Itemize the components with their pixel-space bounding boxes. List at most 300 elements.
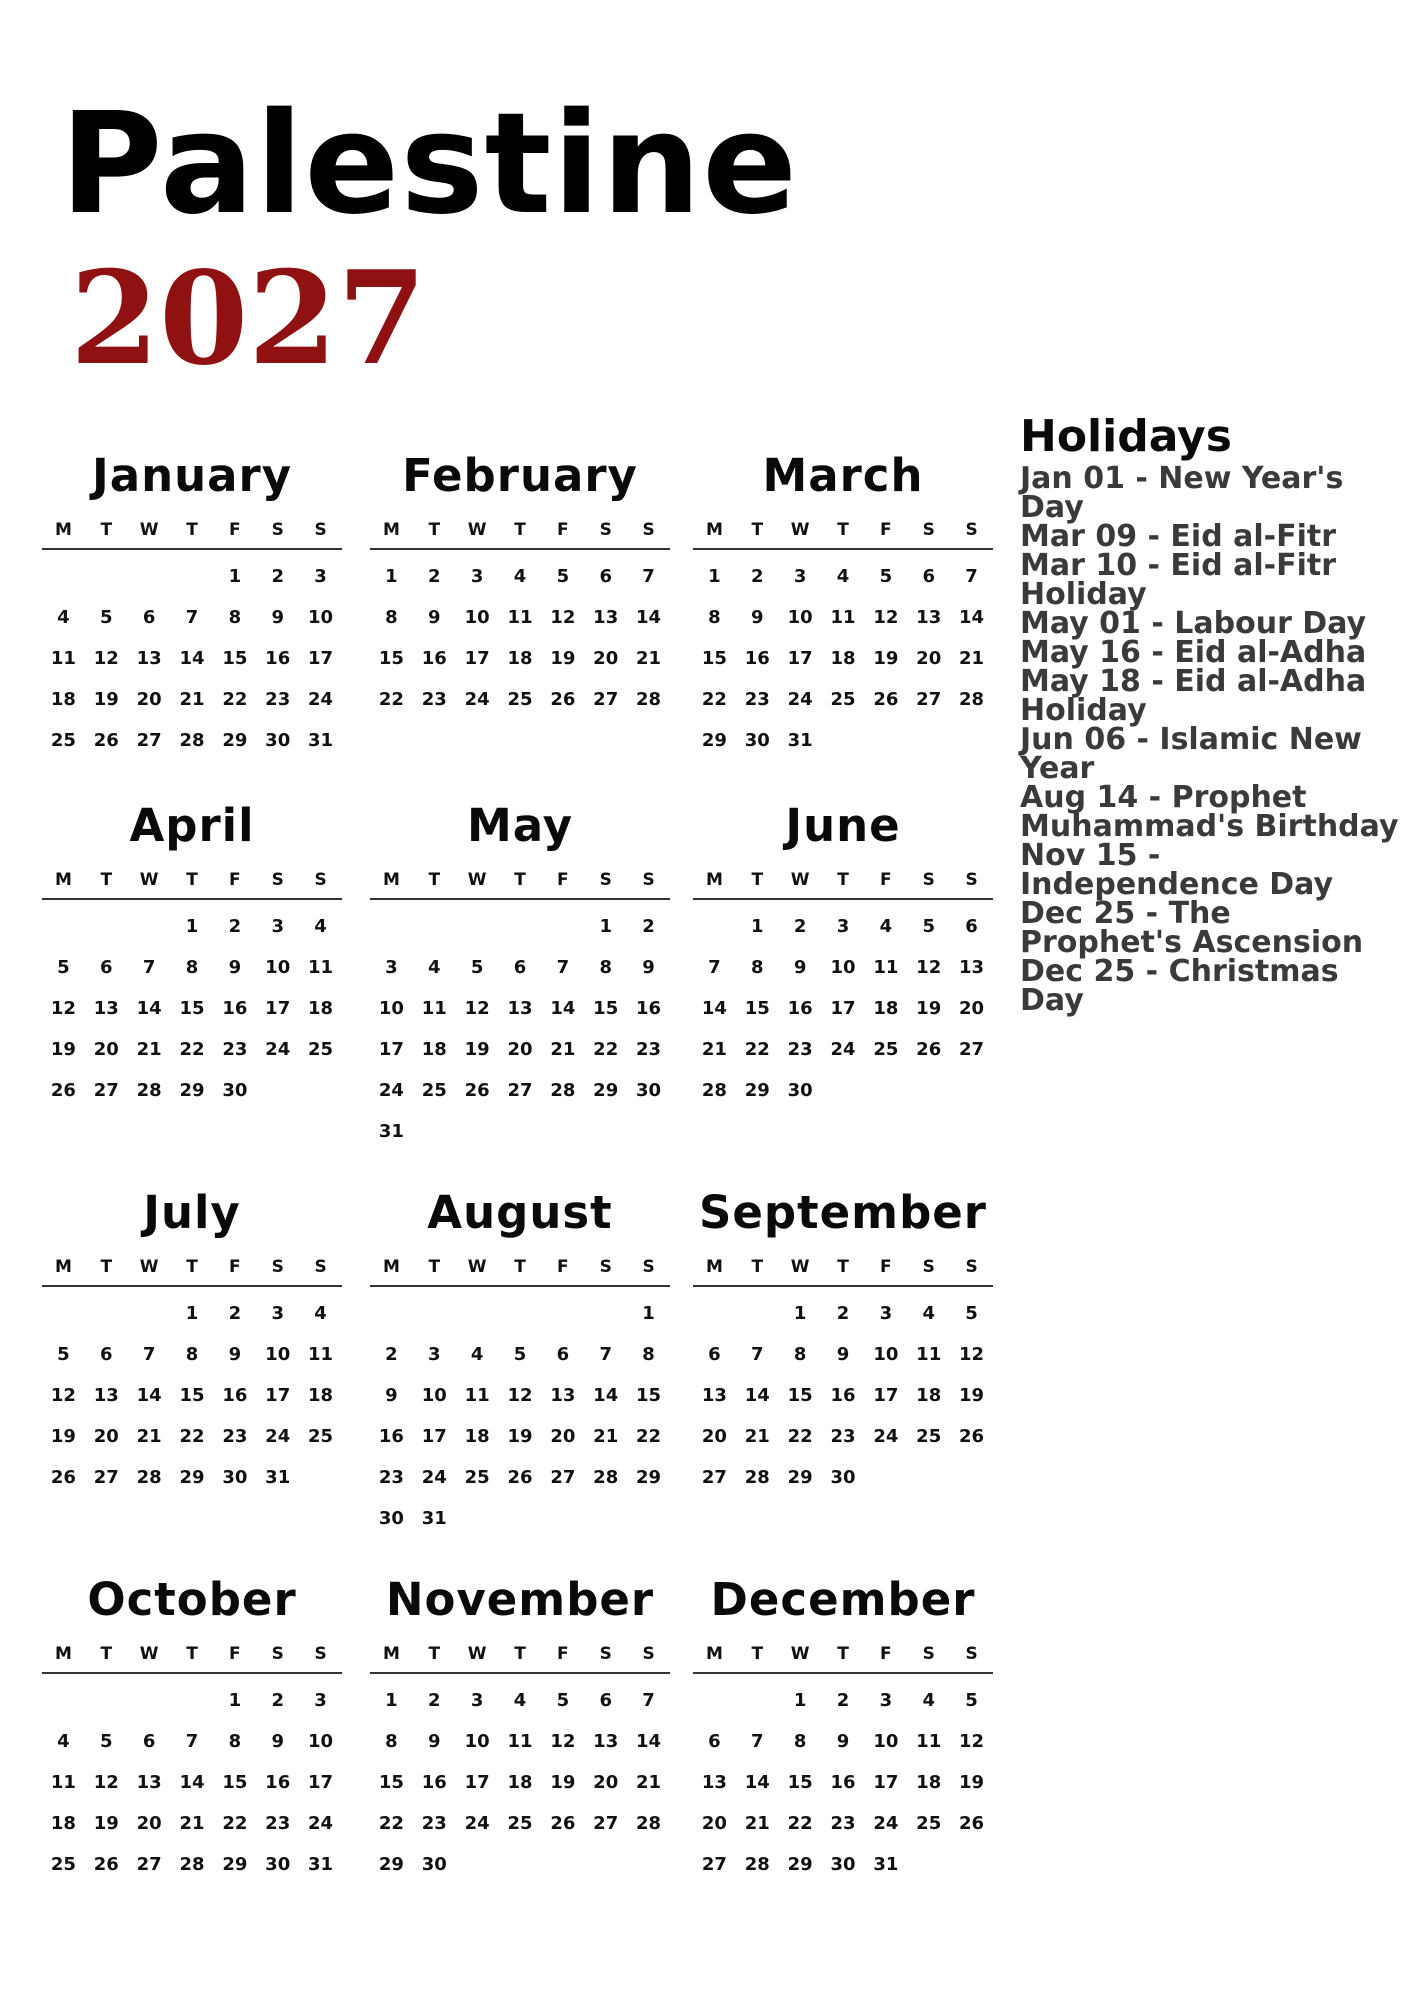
day-cell: 28 [636,689,662,710]
day-cell: 17 [464,648,490,669]
month-may [370,790,670,1152]
day-cell: 17 [265,998,291,1019]
day-cell: 21 [744,1426,770,1447]
day-empty [85,556,128,597]
weekday-header [42,1636,342,1674]
month-name: October [87,1573,297,1626]
day-cell: 7 [965,566,978,587]
weekday-label: T [100,870,113,890]
day-cell: 9 [793,957,807,978]
day-cell: 12 [916,957,942,978]
day-cell: 24 [830,1039,856,1060]
day-cell: 13 [136,1772,162,1793]
day-cell: 8 [793,1731,807,1752]
weekday-label: M [54,1644,72,1664]
day-cell: 2 [271,1690,284,1711]
month-october [42,1564,342,1885]
month-december [693,1564,993,1885]
day-empty [42,1293,85,1334]
day-cell: 31 [873,1854,899,1875]
day-cell: 4 [428,957,441,978]
day-cell: 13 [959,957,985,978]
month-april [42,790,342,1111]
weekday-label: M [705,1257,723,1277]
weekday-label: T [100,1257,113,1277]
weekday-label: T [428,520,441,540]
day-cell: 30 [744,730,770,751]
day-grid [42,1293,342,1498]
holidays-panel [1020,410,1400,1018]
day-cell: 17 [308,648,334,669]
day-cell: 16 [222,1385,248,1406]
weekday-label: S [599,520,612,540]
weekday-label: M [382,870,400,890]
day-cell: 1 [185,1303,199,1324]
day-cell: 7 [642,1690,655,1711]
day-cell: 13 [916,607,942,628]
day-cell: 22 [378,689,404,710]
day-cell: 26 [93,1854,119,1875]
month-name: January [91,449,293,502]
day-cell: 23 [421,689,447,710]
day-empty [736,1680,779,1721]
day-cell: 8 [751,957,764,978]
day-cell: 6 [100,957,113,978]
weekday-label: W [790,520,810,540]
weekday-header [693,1249,993,1287]
day-cell: 19 [93,1813,119,1834]
day-cell: 28 [701,1080,727,1101]
day-cell: 20 [136,689,162,710]
holiday-item: Jan 01 - New Year's Day [1020,461,1344,525]
day-empty [736,1293,779,1334]
day-cell: 26 [550,689,576,710]
day-cell: 27 [550,1467,576,1488]
day-cell: 8 [385,1731,398,1752]
calendar-title: Palestine [60,83,799,246]
day-cell: 10 [308,607,334,628]
day-cell: 9 [271,607,284,628]
weekday-label: S [965,1257,978,1277]
day-cell: 19 [50,1039,76,1060]
day-cell: 20 [593,1772,619,1793]
day-cell: 24 [873,1813,899,1834]
day-cell: 9 [836,1344,850,1365]
day-cell: 17 [421,1426,447,1447]
day-cell: 13 [701,1385,727,1406]
month-name: March [762,449,924,502]
day-cell: 1 [793,1303,807,1324]
day-cell: 22 [787,1426,813,1447]
day-cell: 30 [636,1080,662,1101]
weekday-label: S [314,1644,327,1664]
weekday-label: S [965,1644,978,1664]
day-cell: 5 [556,1690,570,1711]
day-cell: 4 [470,1344,484,1365]
day-cell: 28 [136,1467,162,1488]
day-cell: 9 [228,957,242,978]
weekday-label: T [428,1644,441,1664]
day-cell: 11 [308,957,334,978]
day-cell: 11 [464,1385,490,1406]
day-cell: 30 [378,1508,404,1529]
day-cell: 27 [701,1467,727,1488]
day-cell: 7 [556,957,570,978]
day-cell: 12 [959,1731,985,1752]
day-empty [128,906,171,947]
day-cell: 14 [550,998,576,1019]
day-cell: 26 [873,689,899,710]
day-cell: 9 [271,1731,284,1752]
weekday-label: M [382,1644,400,1664]
day-cell: 23 [421,1813,447,1834]
weekday-label: T [751,1644,764,1664]
day-cell: 12 [50,998,76,1019]
day-cell: 20 [959,998,985,1019]
day-cell: 27 [916,689,942,710]
day-cell: 22 [179,1039,205,1060]
weekday-header [370,512,670,550]
day-cell: 9 [836,1731,850,1752]
day-cell: 25 [830,689,856,710]
day-grid [693,1293,993,1498]
day-cell: 22 [179,1426,205,1447]
day-cell: 24 [464,1813,490,1834]
day-cell: 31 [308,730,334,751]
day-cell: 24 [308,1813,334,1834]
day-cell: 25 [916,1813,942,1834]
holiday-list [1020,461,1400,1018]
weekday-label: M [54,1257,72,1277]
day-cell: 5 [470,957,484,978]
month-name: February [402,449,638,502]
day-cell: 19 [507,1426,533,1447]
day-cell: 31 [265,1467,291,1488]
day-cell: 5 [513,1344,527,1365]
day-cell: 31 [308,1854,334,1875]
day-cell: 4 [57,607,70,628]
day-cell: 10 [265,957,291,978]
day-cell: 21 [701,1039,727,1060]
weekday-label: T [837,1257,849,1277]
day-cell: 26 [50,1080,76,1101]
weekday-label: W [790,1644,810,1664]
day-cell: 3 [314,1690,327,1711]
day-cell: 5 [965,1690,978,1711]
day-cell: 16 [222,998,248,1019]
day-cell: 26 [464,1080,490,1101]
weekday-label: M [54,870,72,890]
day-cell: 30 [787,1080,813,1101]
day-cell: 1 [228,1690,242,1711]
day-cell: 3 [470,566,484,587]
day-cell: 20 [701,1426,727,1447]
day-cell: 20 [93,1039,119,1060]
day-cell: 29 [787,1854,813,1875]
day-cell: 8 [385,607,398,628]
day-cell: 14 [179,648,205,669]
day-cell: 18 [507,648,533,669]
day-cell: 29 [378,1854,404,1875]
holiday-item: Mar 10 - Eid al-Fitr Holiday [1020,548,1337,612]
day-empty [413,906,456,947]
day-cell: 9 [385,1385,398,1406]
weekday-label: S [314,870,327,890]
day-cell: 23 [787,1039,813,1060]
day-cell: 12 [550,1731,576,1752]
holidays-title: Holidays [1020,411,1232,462]
day-cell: 14 [701,998,727,1019]
weekday-label: S [599,1257,612,1277]
day-cell: 13 [93,998,119,1019]
day-cell: 15 [378,1772,404,1793]
day-cell: 18 [464,1426,490,1447]
day-cell: 9 [751,607,764,628]
day-cell: 3 [314,566,327,587]
day-cell: 21 [550,1039,576,1060]
weekday-label: T [100,520,113,540]
holiday-item: Jun 06 - Islamic New Year [1020,722,1362,786]
day-cell: 12 [507,1385,533,1406]
day-cell: 10 [265,1344,291,1365]
weekday-label: S [922,870,935,890]
day-cell: 5 [57,957,70,978]
day-cell: 8 [599,957,612,978]
day-cell: 11 [308,1344,334,1365]
day-cell: 18 [421,1039,447,1060]
day-cell: 15 [636,1385,662,1406]
day-cell: 19 [959,1772,985,1793]
day-cell: 21 [636,648,662,669]
day-cell: 6 [142,607,156,628]
day-cell: 15 [701,648,727,669]
weekday-label: W [139,1644,159,1664]
day-cell: 26 [507,1467,533,1488]
day-cell: 29 [593,1080,619,1101]
day-cell: 21 [593,1426,619,1447]
day-cell: 28 [959,689,985,710]
day-cell: 27 [136,1854,162,1875]
day-cell: 16 [787,998,813,1019]
holiday-item: May 01 - Labour Day [1020,606,1367,641]
day-cell: 28 [179,1854,205,1875]
weekday-label: S [599,1644,612,1664]
day-cell: 30 [830,1854,856,1875]
month-name: June [785,799,901,852]
weekday-label: T [751,1257,764,1277]
day-cell: 3 [385,957,398,978]
day-cell: 5 [965,1303,978,1324]
day-empty [85,1680,128,1721]
day-cell: 15 [222,648,248,669]
day-cell: 2 [428,566,441,587]
day-cell: 19 [550,648,576,669]
weekday-label: F [880,520,892,540]
day-cell: 1 [385,1690,398,1711]
weekday-label: F [557,870,569,890]
holiday-item: Nov 15 - Independence Day [1020,838,1334,902]
day-cell: 11 [50,648,76,669]
day-cell: 5 [922,916,935,937]
weekday-label: M [382,1257,400,1277]
day-cell: 14 [744,1772,770,1793]
day-cell: 4 [922,1303,935,1324]
day-cell: 27 [93,1467,119,1488]
weekday-label: M [705,520,723,540]
day-cell: 28 [179,730,205,751]
day-cell: 16 [421,1772,447,1793]
day-grid [42,556,342,761]
day-cell: 7 [751,1344,764,1365]
weekday-label: T [428,1257,441,1277]
day-cell: 30 [222,1467,248,1488]
day-cell: 7 [185,607,199,628]
day-cell: 22 [636,1426,662,1447]
day-cell: 7 [751,1731,764,1752]
day-cell: 4 [314,916,327,937]
day-cell: 16 [744,648,770,669]
day-cell: 10 [464,1731,490,1752]
day-cell: 3 [836,916,850,937]
day-cell: 30 [265,1854,291,1875]
weekday-label: T [514,1257,526,1277]
day-cell: 18 [916,1385,942,1406]
weekday-label: T [837,1644,849,1664]
day-empty [42,556,85,597]
day-cell: 6 [922,566,935,587]
day-cell: 12 [464,998,490,1019]
weekday-label: T [514,870,526,890]
weekday-label: T [428,870,441,890]
day-cell: 12 [550,607,576,628]
day-cell: 11 [50,1772,76,1793]
day-cell: 6 [708,1344,721,1365]
day-cell: 2 [228,916,242,937]
month-february [370,440,670,720]
day-cell: 13 [701,1772,727,1793]
day-cell: 6 [599,566,612,587]
weekday-label: F [229,1644,241,1664]
day-grid [42,1680,342,1885]
day-cell: 29 [179,1467,205,1488]
day-cell: 6 [965,916,978,937]
day-empty [128,1680,171,1721]
day-grid [370,556,670,720]
month-june [693,790,993,1111]
day-cell: 23 [265,689,291,710]
day-cell: 27 [136,730,162,751]
day-cell: 18 [873,998,899,1019]
weekday-header [42,862,342,900]
day-cell: 28 [550,1080,576,1101]
holiday-item: Dec 25 - Christmas Day [1020,954,1339,1018]
weekday-header [693,1636,993,1674]
day-empty [584,1293,627,1334]
day-cell: 20 [507,1039,533,1060]
day-cell: 12 [873,607,899,628]
day-cell: 29 [222,730,248,751]
day-cell: 28 [136,1080,162,1101]
month-july [42,1177,342,1498]
month-september [693,1177,993,1498]
day-cell: 8 [793,1344,807,1365]
day-cell: 31 [787,730,813,751]
day-cell: 10 [873,1731,899,1752]
weekday-label: S [642,1644,655,1664]
day-cell: 24 [873,1426,899,1447]
day-cell: 23 [830,1813,856,1834]
weekday-label: M [382,520,400,540]
day-cell: 6 [556,1344,570,1365]
weekday-label: T [100,1644,113,1664]
day-cell: 28 [744,1467,770,1488]
day-cell: 30 [265,730,291,751]
day-cell: 27 [959,1039,985,1060]
day-cell: 12 [50,1385,76,1406]
weekday-label: S [965,870,978,890]
weekday-label: W [139,1257,159,1277]
weekday-header [42,1249,342,1287]
day-cell: 6 [513,957,527,978]
day-cell: 4 [836,566,850,587]
day-cell: 11 [916,1731,942,1752]
day-cell: 22 [222,689,248,710]
day-empty [693,906,736,947]
day-grid [693,556,993,761]
day-cell: 1 [385,566,398,587]
day-cell: 14 [136,998,162,1019]
day-cell: 26 [916,1039,942,1060]
day-cell: 20 [916,648,942,669]
day-cell: 25 [873,1039,899,1060]
weekday-header [370,1249,670,1287]
weekday-label: S [271,1644,284,1664]
day-cell: 17 [378,1039,404,1060]
day-cell: 13 [507,998,533,1019]
day-cell: 16 [378,1426,404,1447]
weekday-label: F [557,520,569,540]
day-cell: 14 [636,1731,662,1752]
day-cell: 14 [136,1385,162,1406]
day-empty [413,1293,456,1334]
month-name: August [427,1186,613,1239]
day-cell: 23 [265,1813,291,1834]
month-november [370,1564,670,1885]
day-cell: 22 [787,1813,813,1834]
day-cell: 11 [830,607,856,628]
day-cell: 8 [708,607,721,628]
weekday-label: T [186,1257,198,1277]
weekday-label: S [642,1257,655,1277]
day-cell: 1 [751,916,764,937]
day-cell: 12 [93,648,119,669]
day-cell: 2 [271,566,284,587]
day-cell: 16 [265,1772,291,1793]
weekday-label: F [557,1644,569,1664]
day-cell: 24 [421,1467,447,1488]
day-cell: 18 [308,1385,334,1406]
day-cell: 6 [142,1731,156,1752]
day-empty [42,906,85,947]
day-cell: 8 [185,1344,199,1365]
day-cell: 21 [179,689,205,710]
month-name: July [143,1186,241,1239]
day-cell: 16 [830,1772,856,1793]
day-cell: 6 [100,1344,113,1365]
day-empty [85,906,128,947]
day-cell: 17 [873,1385,899,1406]
day-cell: 14 [636,607,662,628]
